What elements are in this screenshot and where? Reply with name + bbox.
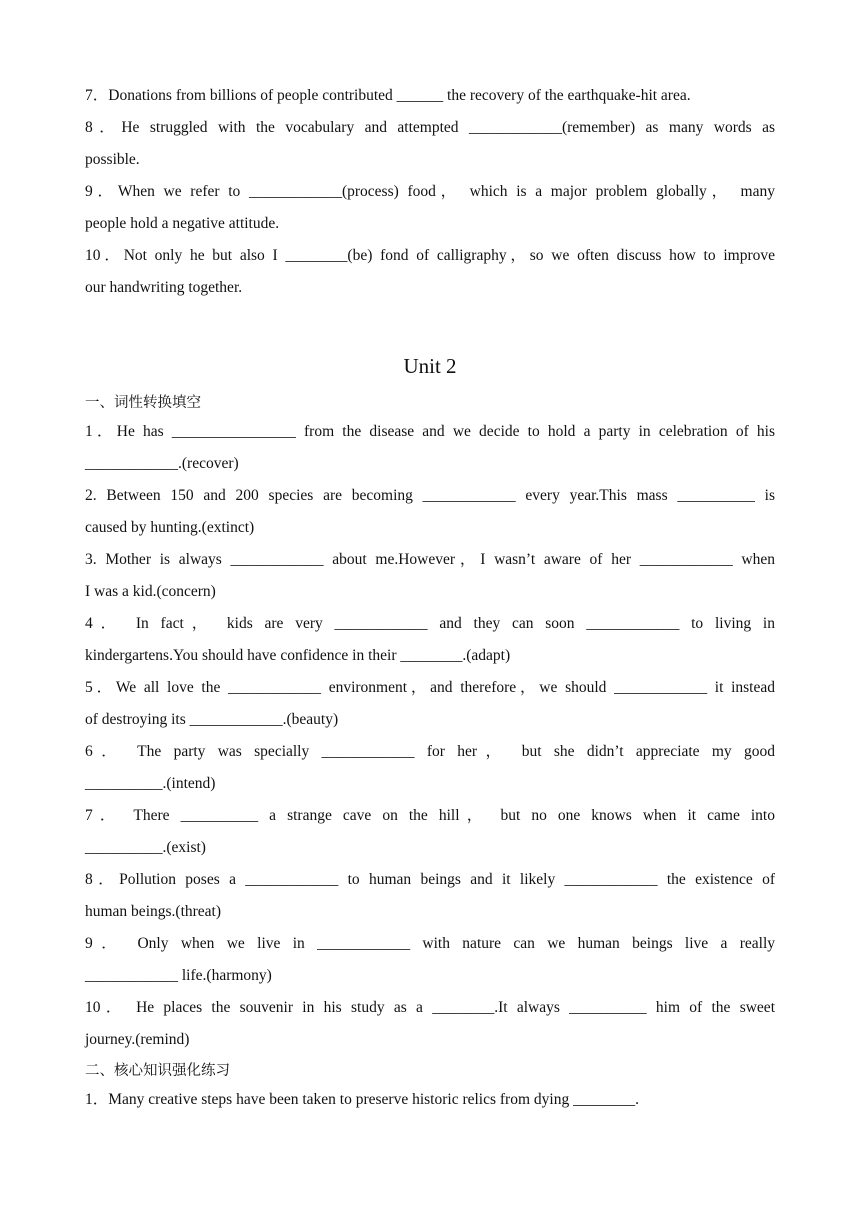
u2-question-5-line-1: 5．We all love the ____________ environment，and therefore，we should ____________ it instead [85, 679, 775, 696]
unit-title: Unit 2 [403, 354, 457, 378]
u2-question-3-line-1: 3. Mother is always ____________ about me.However，I wasn’t aware of her ____________ when [85, 551, 775, 568]
u2-question-8-line-2: human beings.(threat) [85, 903, 222, 920]
practice-question-1: 1．Many creative steps have been taken to preserve historic relics from dying ________. [85, 1091, 639, 1108]
u2-question-9-line-2: ____________ life.(harmony) [85, 967, 272, 984]
u2-question-6-line-1: 6． The party was specially ____________ for her， but she didn’t appreciate my good [85, 743, 775, 760]
question-8-line-1: 8．He struggled with the vocabulary and attempted ____________(remember) as many words as [85, 119, 775, 136]
u2-question-3-line-2: I was a kid.(concern) [85, 583, 216, 600]
u2-question-4-line-2: kindergartens.You should have confidence in their ________.(adapt) [85, 647, 511, 664]
u2-question-10-line-1: 10． He places the souvenir in his study as a ________.It always __________ him of the sweet [85, 999, 775, 1016]
question-10-line-2: our handwriting together. [85, 279, 243, 296]
question-9-line-1: 9．When we refer to ____________(process) food， which is a major problem globally， many [85, 183, 775, 200]
u2-question-4-line-1: 4． In fact， kids are very ____________ and they can soon ____________ to living in [85, 615, 775, 632]
worksheet-page [85, 80, 775, 1116]
u2-question-7-line-2: __________.(exist) [85, 839, 206, 856]
question-7: 7．Donations from billions of people contributed ______ the recovery of the earthquake-hit area. [85, 87, 691, 104]
question-9-line-2: people hold a negative attitude. [85, 215, 280, 232]
u2-question-9-line-1: 9． Only when we live in ____________ with nature can we human beings live a really [85, 935, 775, 952]
section-heading-core-practice: 二、核心知识强化练习 [85, 1063, 230, 1079]
question-8-line-2: possible. [85, 151, 140, 168]
question-10-line-1: 10．Not only he but also I ________(be) fond of calligraphy，so we often discuss how to improve [85, 247, 775, 264]
section-heading-word-forms: 一、词性转换填空 [85, 395, 201, 411]
u2-question-5-line-2: of destroying its ____________.(beauty) [85, 711, 339, 728]
u2-question-8-line-1: 8．Pollution poses a ____________ to human beings and it likely ____________ the existence of [85, 871, 775, 888]
u2-question-2-line-2: caused by hunting.(extinct) [85, 519, 255, 536]
u2-question-1-line-1: 1．He has ________________ from the disease and we decide to hold a party in celebration of his [85, 423, 775, 440]
u2-question-6-line-2: __________.(intend) [85, 775, 216, 792]
u2-question-1-line-2: ____________.(recover) [85, 455, 239, 472]
u2-question-2-line-1: 2. Between 150 and 200 species are becoming ____________ every year.This mass __________ is [85, 487, 775, 504]
u2-question-7-line-1: 7． There __________ a strange cave on the hill， but no one knows when it came into [85, 807, 775, 824]
u2-question-10-line-2: journey.(remind) [85, 1031, 190, 1048]
